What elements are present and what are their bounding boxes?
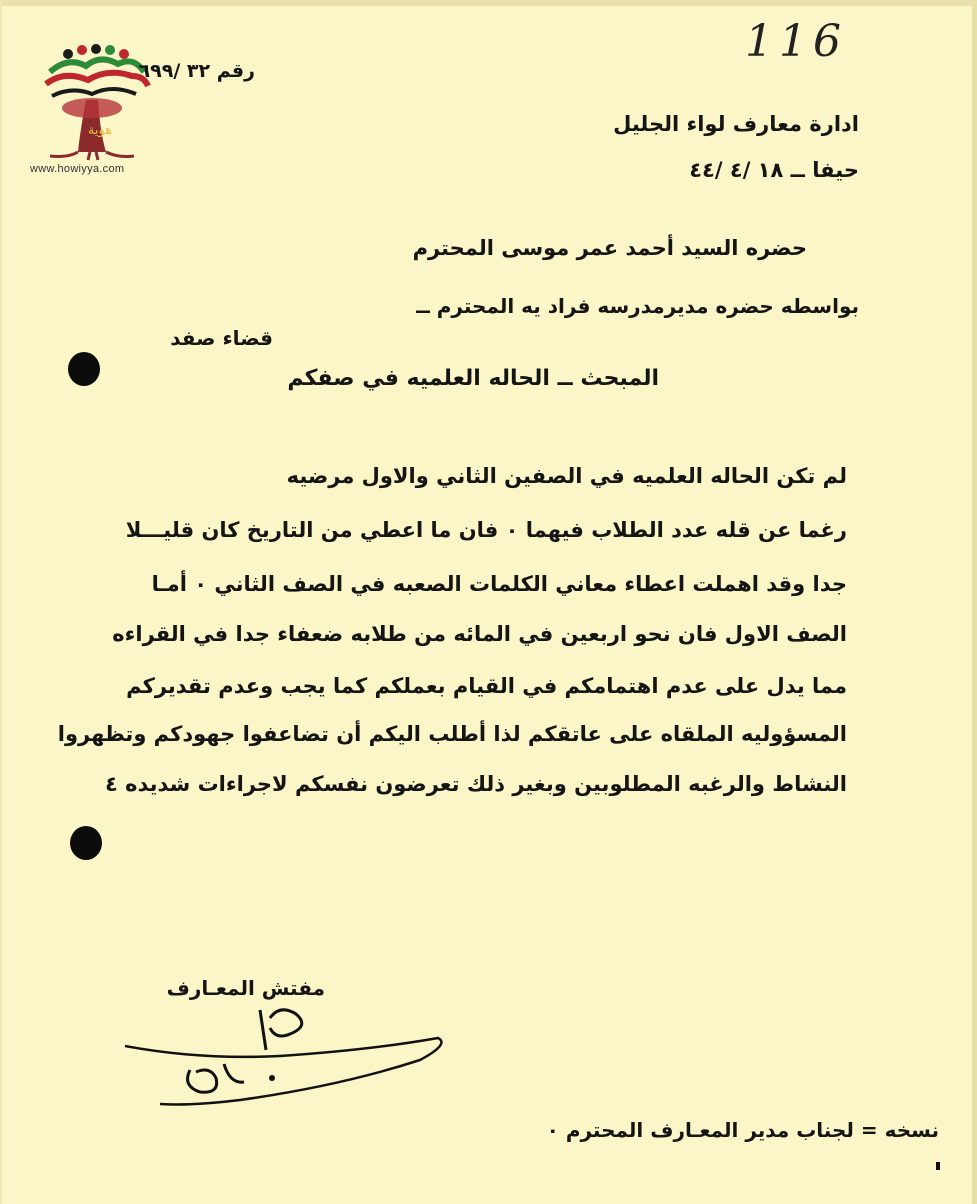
department-heading: ادارة معارف لواء الجليل [613, 112, 859, 136]
punch-hole-top [68, 352, 100, 386]
copy-note: نسخه = لجناب مدير المعـارف المحترم ٠ [546, 1118, 939, 1142]
paper-edge-right [972, 0, 977, 1204]
reference-number: رقم ٣٢ /٦٩٩ [138, 60, 255, 82]
body-line: الصف الاول فان نحو اربعين في المائه من طلابه ضعفاء جدا في القراءه [112, 622, 847, 646]
logo-word: هوية [87, 123, 113, 138]
body-line: رغما عن قله عدد الطلاب فيهما ٠ فان ما اعطي من التاريخ كان قليـــلا [125, 518, 847, 542]
punch-hole-bottom [70, 826, 102, 860]
place-date: حيفا ــ ١٨ /٤ /٤٤ [689, 158, 859, 182]
ink-mark [936, 1162, 940, 1170]
body-line: المسؤوليه الملقاه على عاتقكم لذا أطلب اليكم أن تضاعفوا جهودكم وتظهروا [57, 722, 847, 746]
body-line: لم تكن الحاله العلميه في الصفين الثاني والاول مرضيه [286, 464, 847, 488]
addressee-line: حضره السيد أحمد عمر موسى المحترم [412, 236, 807, 260]
folio-number: 116 [745, 16, 847, 67]
paper-edge-left [0, 0, 2, 1204]
logo-site-text: www.howiyya.com [30, 163, 125, 175]
district-line: قضاء صفد [170, 326, 273, 350]
paper-edge-top [0, 0, 977, 6]
subject-line: المبحث ــ الحاله العلميه في صفكم [287, 366, 659, 391]
body-line: جدا وقد اهملت اعطاء معاني الكلمات الصعبه في الصف الثاني ٠ أمـا [151, 572, 847, 596]
body-line: مما يدل على عدم اهتمامكم في القيام بعملكم كما يجب وعدم تقديركم [126, 674, 847, 698]
via-line: بواسطه حضره مديرمدرسه فراد يه المحترم ــ [416, 294, 859, 318]
handwritten-signature [120, 1000, 460, 1120]
body-line: النشاط والرغبه المطلوبين وبغير ذلك تعرضون نفسكم لاجراءات شديده ٤ [104, 772, 847, 796]
inspector-title: مفتش المعـارف [166, 976, 325, 1000]
